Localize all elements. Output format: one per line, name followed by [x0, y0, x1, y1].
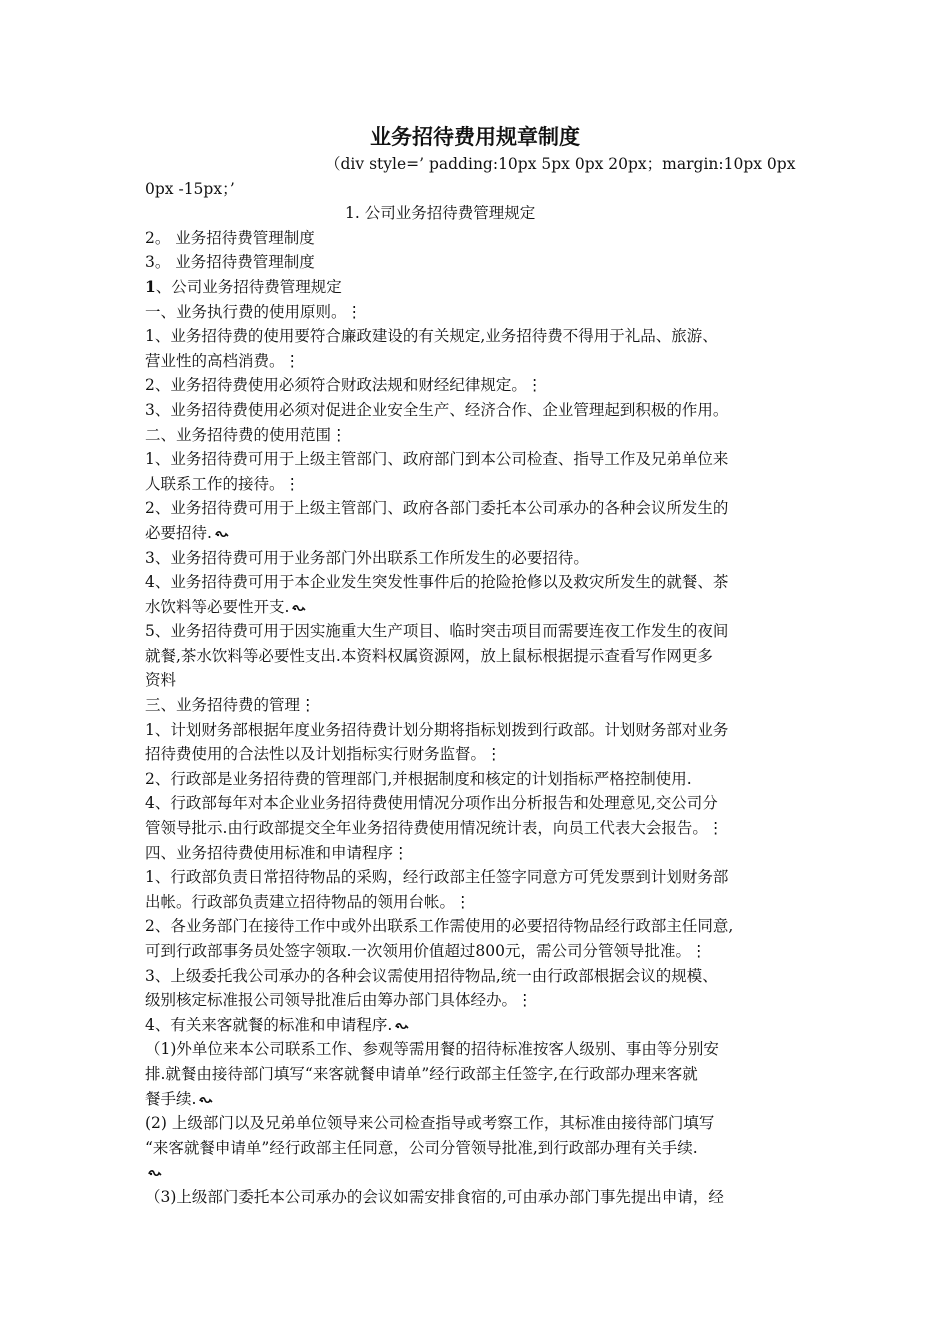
line-text: 1. 公司业务招待费管理规定	[345, 204, 536, 223]
line-text: 3、业务招待费可用于业务部门外出联系工作所发生的必要招待。	[145, 548, 589, 567]
text-line	[145, 767, 817, 792]
line-text: 排.就餐由接待部门填写“来客就餐申请单”经行政部主任签字,在行政部办理来客就	[145, 1064, 698, 1083]
text-line	[145, 668, 817, 693]
text-line	[145, 546, 817, 571]
text-line	[145, 496, 817, 521]
document-title: 业务招待费用规章制度	[370, 125, 580, 149]
text-line	[145, 988, 817, 1013]
text-line	[145, 521, 817, 546]
line-text: 1、计划财务部根据年度业务招待费计划分期将指标划拨到行政部。计划财务部对业务	[145, 720, 729, 739]
text-line	[145, 226, 817, 251]
line-text: 人联系工作的接待。⋮	[145, 474, 301, 493]
text-line	[145, 742, 817, 767]
text-line	[145, 570, 817, 595]
text-line	[145, 914, 817, 939]
line-text: 3。 业务招待费管理制度	[145, 253, 315, 272]
line-text: 3、业务招待费使用必须对促进企业安全生产、经济合作、企业管理起到积极的作用。	[145, 400, 729, 419]
line-text: 一、业务执行费的使用原则。⋮	[145, 302, 363, 321]
line-text: 资料	[145, 671, 177, 690]
text-line	[145, 152, 817, 177]
text-line	[145, 1013, 817, 1038]
line-text: 1、业务招待费的使用要符合廉政建设的有关规定,业务招待费不得用于礼品、旅游、	[145, 327, 718, 346]
text-line	[145, 324, 817, 349]
paragraph-mark-icon	[395, 1021, 409, 1031]
text-line	[145, 201, 817, 226]
line-text: 招待费使用的合法性以及计划指标实行财务监督。⋮	[145, 745, 502, 764]
line-text: 二、业务招待费的使用范围⋮	[145, 425, 347, 444]
text-line	[145, 423, 817, 448]
paragraph-mark-icon	[199, 1095, 213, 1105]
line-text: (2) 上级部门以及兄弟单位领导来公司检查指导或考察工作，其标准由接待部门填写	[145, 1114, 715, 1133]
document-body	[145, 152, 817, 1210]
text-line	[145, 595, 817, 620]
line-text: 可到行政部事务员处签字领取.一次领用价值超过800元，需公司分管领导批准。⋮	[145, 942, 707, 960]
line-text: 水饮料等必要性开支.	[145, 597, 290, 616]
line-text: （3)上级部门委托本公司承办的会议如需安排食宿的,可由承办部门事先提出申请，经	[145, 1187, 724, 1206]
text-line	[145, 939, 817, 964]
line-text: 级别核定标准报公司领导批准后由筹办部门具体经办。⋮	[145, 991, 533, 1010]
line-text: 、公司业务招待费管理规定	[155, 277, 342, 296]
text-line	[145, 177, 817, 202]
line-text: 就餐,茶水饮料等必要性支出.本资料权属资源网，放上鼠标根据提示查看写作网更多	[145, 646, 713, 665]
text-line	[145, 1160, 817, 1185]
paragraph-mark-icon	[292, 603, 306, 613]
text-line	[145, 1037, 817, 1062]
text-line	[145, 275, 817, 300]
text-line	[145, 1087, 817, 1112]
line-text: 1、行政部负责日常招待物品的采购，经行政部主任签字同意方可凭发票到计划财务部	[145, 868, 729, 887]
text-line	[145, 447, 817, 472]
line-text: 4、业务招待费可用于本企业发生突发性事件后的抢险抢修以及救灾所发生的就餐、茶	[145, 573, 729, 592]
line-text: 四、业务招待费使用标准和申请程序⋮	[145, 843, 409, 862]
heading-number: 1	[145, 276, 156, 296]
paragraph-mark-icon	[215, 529, 229, 539]
text-line	[145, 472, 817, 497]
text-line	[145, 1185, 817, 1210]
text-line	[145, 865, 817, 890]
text-line	[145, 398, 817, 423]
line-text: 2、业务招待费可用于上级主管部门、政府各部门委托本公司承办的各种会议所发生的	[145, 499, 729, 518]
text-line	[145, 1136, 817, 1161]
line-text: 餐手续.	[145, 1089, 197, 1108]
text-line	[145, 1062, 817, 1087]
text-line	[145, 349, 817, 374]
line-text: 必要招待.	[145, 523, 212, 542]
line-text: 4、行政部每年对本企业业务招待费使用情况分项作出分析报告和处理意见,交公司分	[145, 794, 718, 813]
line-text: 3、上级委托我公司承办的各种会议需使用招待物品,统一由行政部根据会议的规模、	[145, 966, 718, 985]
line-text: 三、业务招待费的管理⋮	[145, 696, 316, 715]
text-line	[145, 619, 817, 644]
text-line	[145, 964, 817, 989]
text-line	[145, 816, 817, 841]
text-line	[145, 841, 817, 866]
line-text: 2、业务招待费使用必须符合财政法规和财经纪律规定。⋮	[145, 376, 543, 395]
text-line	[145, 250, 817, 275]
line-text: 2、各业务部门在接待工作中或外出联系工作需使用的必要招待物品经行政部主任同意,	[145, 917, 734, 936]
line-text: 5、业务招待费可用于因实施重大生产项目、临时突击项目而需要连夜工作发生的夜间	[145, 622, 729, 641]
text-line	[145, 890, 817, 915]
line-text: 0px -15px；’	[145, 179, 235, 198]
text-line	[145, 791, 817, 816]
text-line	[145, 300, 817, 325]
line-text: 2、行政部是业务招待费的管理部门,并根据制度和核定的计划指标严格控制使用.	[145, 769, 692, 788]
line-text: 4、有关来客就餐的标准和申请程序.	[145, 1015, 393, 1034]
text-line	[145, 644, 817, 669]
line-text: （1)外单位来本公司联系工作、参观等需用餐的招待标准按客人级别、事由等分别安	[145, 1040, 719, 1059]
line-text: 1、业务招待费可用于上级主管部门、政府部门到本公司检查、指导工作及兄弟单位来	[145, 450, 729, 469]
text-line	[145, 1111, 817, 1136]
line-text: （div style=’ padding:10px 5px 0px 20px；margin:10px 0px	[325, 155, 796, 173]
text-line	[145, 373, 817, 398]
line-text: 2。 业务招待费管理制度	[145, 228, 315, 247]
line-text: 管领导批示.由行政部提交全年业务招待费使用情况统计表，向员工代表大会报告。⋮	[145, 819, 724, 838]
text-line	[145, 693, 817, 718]
line-text: 出帐。行政部负责建立招待物品的领用台帐。⋮	[145, 892, 471, 911]
paragraph-mark-icon	[148, 1168, 162, 1178]
line-text: 营业性的高档消费。⋮	[145, 351, 301, 370]
text-line	[145, 718, 817, 743]
line-text: “来客就餐申请单”经行政部主任同意，公司分管领导批准,到行政部办理有关手续.	[145, 1138, 698, 1157]
